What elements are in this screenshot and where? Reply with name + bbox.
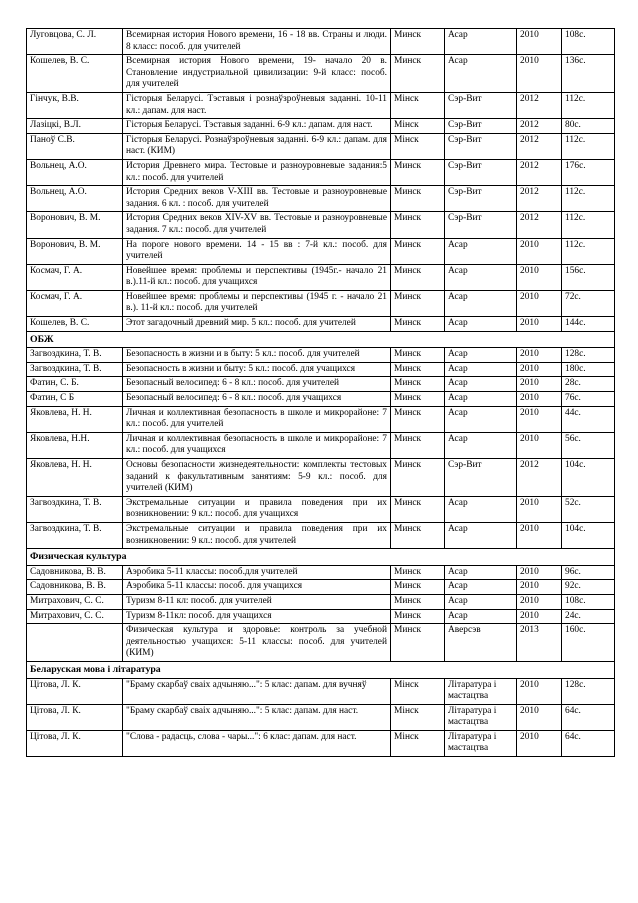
- cell-author: Загвоздкина, Т. В.: [27, 362, 123, 377]
- cell-title: Основы безопасности жизнедеятельности: комплекты тестовых заданий к факультативным занятиям: 5-9 кл.: пособ. для учителей (КИМ): [123, 459, 391, 497]
- cell-publisher: Сэр-Вит: [445, 159, 517, 185]
- cell-author: Вольнец, А.О.: [27, 186, 123, 212]
- cell-author: Космач, Г. А.: [27, 264, 123, 290]
- cell-publisher: Сэр-Вит: [445, 133, 517, 159]
- table-row: [27, 290, 615, 316]
- cell-year: 2012: [517, 159, 562, 185]
- table-row: [27, 496, 615, 522]
- table-row: [27, 522, 615, 548]
- table-row: [27, 186, 615, 212]
- table-row: [27, 92, 615, 118]
- cell-year: 2010: [517, 678, 562, 704]
- table-row: [27, 133, 615, 159]
- cell-pages: 176с.: [562, 159, 615, 185]
- cell-year: 2012: [517, 119, 562, 134]
- cell-author: Яковлева, Н. Н.: [27, 406, 123, 432]
- cell-year: 2010: [517, 362, 562, 377]
- table-row: [27, 624, 615, 662]
- cell-year: 2010: [517, 348, 562, 363]
- cell-title: Всемирная история Нового времени, 16 - 18 вв. Страны и люди. 8 класс: пособ. для учителей: [123, 29, 391, 55]
- cell-publisher: Сэр-Вит: [445, 186, 517, 212]
- cell-pages: 112с.: [562, 186, 615, 212]
- cell-publisher: Асар: [445, 594, 517, 609]
- cell-city: Минск: [391, 496, 445, 522]
- cell-author: Садовникова, В. В.: [27, 565, 123, 580]
- cell-pages: 72с.: [562, 290, 615, 316]
- cell-pages: 24с.: [562, 609, 615, 624]
- table-row: [27, 704, 615, 730]
- table-row: [27, 159, 615, 185]
- cell-author: Паноў С.В.: [27, 133, 123, 159]
- cell-year: 2010: [517, 730, 562, 756]
- cell-title: Туризм 8-11кл: пособ. для учащихся: [123, 609, 391, 624]
- cell-publisher: Асар: [445, 264, 517, 290]
- cell-pages: 52с.: [562, 496, 615, 522]
- section-heading-row: [27, 549, 615, 566]
- cell-publisher: Асар: [445, 348, 517, 363]
- cell-year: 2012: [517, 186, 562, 212]
- cell-publisher: Асар: [445, 55, 517, 93]
- cell-publisher: Асар: [445, 392, 517, 407]
- cell-pages: 64с.: [562, 730, 615, 756]
- cell-title: Этот загадочный древний мир. 5 кл.: пособ. для учителей: [123, 317, 391, 332]
- cell-pages: 28с.: [562, 377, 615, 392]
- cell-pages: 112с.: [562, 133, 615, 159]
- cell-pages: 112с.: [562, 238, 615, 264]
- cell-author: [27, 624, 123, 662]
- cell-title: Экстремальные ситуации и правила поведения при их возникновении: 9 кл.: пособ. для учителей: [123, 522, 391, 548]
- cell-city: Минск: [391, 317, 445, 332]
- cell-pages: 160с.: [562, 624, 615, 662]
- section-heading: Беларуская мова і літаратура: [27, 661, 615, 678]
- cell-pages: 96с.: [562, 565, 615, 580]
- cell-year: 2010: [517, 290, 562, 316]
- section-heading-row: [27, 661, 615, 678]
- table-row: [27, 730, 615, 756]
- cell-title: Туризм 8-11 кл: пособ. для учителей: [123, 594, 391, 609]
- cell-year: 2012: [517, 92, 562, 118]
- cell-publisher: Асар: [445, 290, 517, 316]
- cell-city: Минск: [391, 186, 445, 212]
- cell-pages: 144с.: [562, 317, 615, 332]
- table-row: [27, 362, 615, 377]
- cell-author: Воронович, В. М.: [27, 238, 123, 264]
- cell-publisher: Сэр-Вит: [445, 119, 517, 134]
- section-heading-row: [27, 331, 615, 348]
- cell-publisher: Сэр-Вит: [445, 92, 517, 118]
- table-row: [27, 264, 615, 290]
- cell-year: 2010: [517, 432, 562, 458]
- cell-publisher: Асар: [445, 238, 517, 264]
- cell-publisher: Асар: [445, 496, 517, 522]
- cell-title: Личная и коллективная безопасность в школе и микрорайоне: 7 кл.: пособ. для учащихся: [123, 432, 391, 458]
- table-row: [27, 377, 615, 392]
- cell-year: 2010: [517, 264, 562, 290]
- cell-title: Личная и коллективная безопасность в школе и микрорайоне: 7 кл.: пособ. для учителей: [123, 406, 391, 432]
- cell-city: Минск: [391, 264, 445, 290]
- cell-publisher: Асар: [445, 317, 517, 332]
- cell-publisher: Сэр-Вит: [445, 459, 517, 497]
- cell-city: Минск: [391, 459, 445, 497]
- cell-publisher: Асар: [445, 522, 517, 548]
- cell-city: Минск: [391, 594, 445, 609]
- cell-year: 2010: [517, 704, 562, 730]
- cell-year: 2012: [517, 459, 562, 497]
- cell-year: 2010: [517, 496, 562, 522]
- cell-title: Гісторыя Беларусі. Рознаўзроўневыя заданні. 6-9 кл.: дапам. для наст. (КИМ): [123, 133, 391, 159]
- table-row: [27, 392, 615, 407]
- table-row: [27, 678, 615, 704]
- cell-author: Загвоздкина, Т. В.: [27, 522, 123, 548]
- cell-year: 2012: [517, 133, 562, 159]
- cell-pages: 136с.: [562, 55, 615, 93]
- cell-year: 2013: [517, 624, 562, 662]
- cell-author: Космач, Г. А.: [27, 290, 123, 316]
- cell-title: Новейшее время: проблемы и перспективы (1945г.- начало 21 в.).11-й кл.: пособ. для учащихся: [123, 264, 391, 290]
- cell-publisher: Літаратура і мастацтва: [445, 704, 517, 730]
- cell-author: Цітова, Л. К.: [27, 730, 123, 756]
- cell-author: Садовникова, В. В.: [27, 580, 123, 595]
- cell-pages: 92с.: [562, 580, 615, 595]
- cell-title: Экстремальные ситуации и правила поведения при их возникновении: 9 кл.: пособ. для учащихся: [123, 496, 391, 522]
- cell-publisher: Асар: [445, 406, 517, 432]
- cell-publisher: Літаратура і мастацтва: [445, 678, 517, 704]
- cell-city: Минск: [391, 624, 445, 662]
- cell-author: Митрахович, С. С.: [27, 609, 123, 624]
- cell-pages: 108с.: [562, 594, 615, 609]
- cell-city: Минск: [391, 406, 445, 432]
- cell-title: Аэробика 5-11 классы: пособ. для учащихся: [123, 580, 391, 595]
- cell-pages: 112с.: [562, 92, 615, 118]
- cell-title: Физическая культура и здоровье: контроль за учебной деятельностью учащихся: 5-11 классы: пособ. для учителей (КИМ): [123, 624, 391, 662]
- section-heading: Физическая культура: [27, 549, 615, 566]
- cell-year: 2010: [517, 29, 562, 55]
- cell-pages: 76с.: [562, 392, 615, 407]
- book-catalog-table: [26, 28, 615, 757]
- cell-year: 2010: [517, 392, 562, 407]
- cell-pages: 128с.: [562, 348, 615, 363]
- cell-city: Минск: [391, 565, 445, 580]
- table-row: [27, 317, 615, 332]
- cell-pages: 44с.: [562, 406, 615, 432]
- cell-pages: 56с.: [562, 432, 615, 458]
- cell-city: Минск: [391, 377, 445, 392]
- cell-year: 2010: [517, 406, 562, 432]
- cell-author: Загвоздкина, Т. В.: [27, 496, 123, 522]
- cell-title: "Браму скарбаў сваіх адчыняю...": 5 клас: дапам. для наст.: [123, 704, 391, 730]
- cell-title: Новейшее время: проблемы и перспективы (1945 г. - начало 21 в.). 11-й кл.: пособ. для учителей: [123, 290, 391, 316]
- cell-publisher: Асар: [445, 565, 517, 580]
- cell-title: На пороге нового времени. 14 - 15 вв : 7-й кл.: пособ. для учителей: [123, 238, 391, 264]
- cell-publisher: Сэр-Вит: [445, 212, 517, 238]
- cell-pages: 180с.: [562, 362, 615, 377]
- cell-pages: 64с.: [562, 704, 615, 730]
- cell-year: 2010: [517, 609, 562, 624]
- cell-author: Цітова, Л. К.: [27, 678, 123, 704]
- cell-author: Кошелев, В. С.: [27, 55, 123, 93]
- cell-city: Мінск: [391, 730, 445, 756]
- cell-city: Минск: [391, 522, 445, 548]
- table-row: [27, 55, 615, 93]
- cell-author: Фатин, С Б: [27, 392, 123, 407]
- cell-author: Луговцова, С. Л.: [27, 29, 123, 55]
- cell-publisher: Асар: [445, 432, 517, 458]
- cell-author: Яковлева, Н.Н.: [27, 432, 123, 458]
- cell-author: Кошелев, В. С.: [27, 317, 123, 332]
- cell-title: История Средних веков XIV-XV вв. Тестовые и разноуровневые задания. 7 кл.: пособ. для учителей: [123, 212, 391, 238]
- cell-year: 2010: [517, 522, 562, 548]
- cell-city: Минск: [391, 392, 445, 407]
- cell-title: "Слова - радасць, слова - чары...": 6 клас: дапам. для наст.: [123, 730, 391, 756]
- cell-city: Мінск: [391, 133, 445, 159]
- cell-city: Минск: [391, 432, 445, 458]
- cell-year: 2010: [517, 580, 562, 595]
- cell-city: Минск: [391, 609, 445, 624]
- cell-author: Воронович, В. М.: [27, 212, 123, 238]
- cell-publisher: Аверсэв: [445, 624, 517, 662]
- cell-publisher: Асар: [445, 377, 517, 392]
- section-heading: ОБЖ: [27, 331, 615, 348]
- cell-pages: 156с.: [562, 264, 615, 290]
- table-row: [27, 406, 615, 432]
- cell-author: Фатин, С. Б.: [27, 377, 123, 392]
- cell-title: Безопасный велосипед: 6 - 8 кл.: пособ. для учителей: [123, 377, 391, 392]
- cell-city: Мінск: [391, 119, 445, 134]
- cell-year: 2010: [517, 377, 562, 392]
- table-row: [27, 580, 615, 595]
- cell-publisher: Асар: [445, 29, 517, 55]
- cell-year: 2010: [517, 238, 562, 264]
- cell-year: 2010: [517, 565, 562, 580]
- cell-city: Мінск: [391, 704, 445, 730]
- table-row: [27, 238, 615, 264]
- table-row: [27, 432, 615, 458]
- cell-title: История Древнего мира. Тестовые и разноуровневые задания:5 кл.: пособ. для учителей: [123, 159, 391, 185]
- cell-year: 2010: [517, 594, 562, 609]
- cell-publisher: Асар: [445, 362, 517, 377]
- table-row: [27, 565, 615, 580]
- cell-author: Загвоздкина, Т. В.: [27, 348, 123, 363]
- cell-year: 2012: [517, 212, 562, 238]
- cell-title: История Средних веков V-XIII вв. Тестовые и разноуровневые задания. 6 кл. : пособ. для учителей: [123, 186, 391, 212]
- cell-author: Цітова, Л. К.: [27, 704, 123, 730]
- cell-year: 2010: [517, 317, 562, 332]
- table-row: [27, 609, 615, 624]
- cell-city: Минск: [391, 348, 445, 363]
- cell-city: Минск: [391, 580, 445, 595]
- cell-author: Митрахович, С. С.: [27, 594, 123, 609]
- table-row: [27, 212, 615, 238]
- cell-publisher: Літаратура і мастацтва: [445, 730, 517, 756]
- cell-publisher: Асар: [445, 609, 517, 624]
- cell-pages: 104с.: [562, 459, 615, 497]
- cell-city: Минск: [391, 29, 445, 55]
- table-row: [27, 459, 615, 497]
- cell-city: Минск: [391, 238, 445, 264]
- cell-pages: 108с.: [562, 29, 615, 55]
- cell-city: Мінск: [391, 678, 445, 704]
- cell-author: Яковлева, Н. Н.: [27, 459, 123, 497]
- cell-author: Вольнец, А.О.: [27, 159, 123, 185]
- cell-title: Безопасность в жизни и быту: 5 кл.: пособ. для учащихся: [123, 362, 391, 377]
- cell-city: Минск: [391, 55, 445, 93]
- table-row: [27, 594, 615, 609]
- cell-city: Минск: [391, 362, 445, 377]
- cell-city: Минск: [391, 212, 445, 238]
- cell-pages: 128с.: [562, 678, 615, 704]
- table-row: [27, 29, 615, 55]
- cell-pages: 104с.: [562, 522, 615, 548]
- cell-title: Гісторыя Беларусі. Тэставыя і рознаўзроўневыя заданні. 10-11 кл.: дапам. для наст.: [123, 92, 391, 118]
- cell-title: Безопасность в жизни и в быту: 5 кл.: пособ. для учителей: [123, 348, 391, 363]
- cell-title: "Браму скарбаў сваіх адчыняю...": 5 клас: дапам. для вучняў: [123, 678, 391, 704]
- table-row: [27, 348, 615, 363]
- cell-author: Лазіцкі, В.Л.: [27, 119, 123, 134]
- cell-publisher: Асар: [445, 580, 517, 595]
- cell-city: Мінск: [391, 92, 445, 118]
- cell-pages: 80с.: [562, 119, 615, 134]
- table-row: [27, 119, 615, 134]
- cell-author: Гінчук, В.В.: [27, 92, 123, 118]
- cell-title: Аэробика 5-11 классы: пособ.для учителей: [123, 565, 391, 580]
- cell-city: Минск: [391, 290, 445, 316]
- cell-title: Безопасный велосипед: 6 - 8 кл.: пособ. для учащихся: [123, 392, 391, 407]
- cell-pages: 112с.: [562, 212, 615, 238]
- cell-year: 2010: [517, 55, 562, 93]
- cell-title: Всемирная история Нового времени, 19- начало 20 в. Становление индустриальной цивилизации: 9-й класс: пособ. для учителей: [123, 55, 391, 93]
- cell-city: Минск: [391, 159, 445, 185]
- cell-title: Гісторыя Беларусі. Тэставыя заданні. 6-9 кл.: дапам. для наст.: [123, 119, 391, 134]
